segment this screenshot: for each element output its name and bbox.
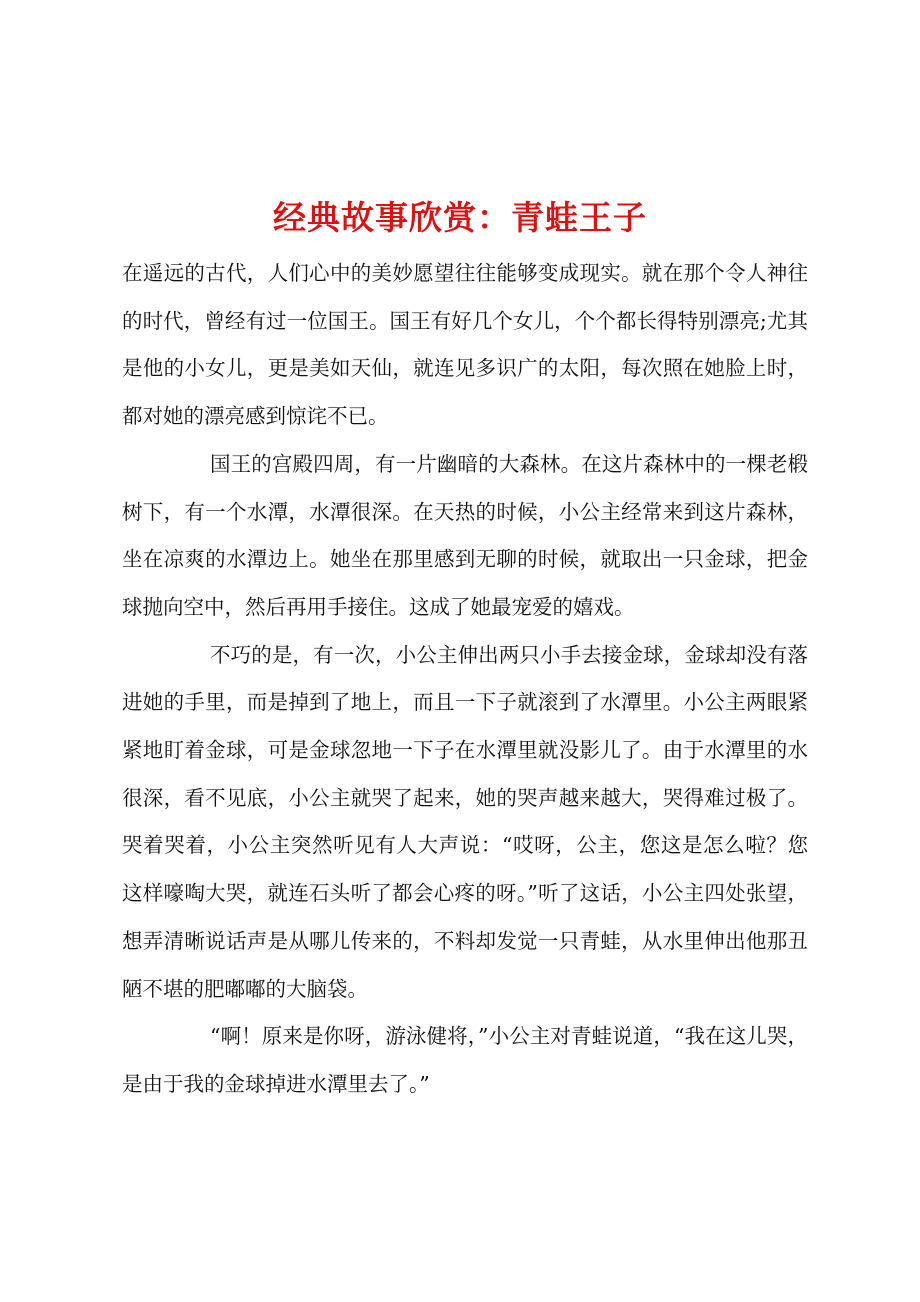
paragraph-2: 国王的宫殿四周，有一片幽暗的大森林。在这片森林中的一棵老椴树下，有一个水潭，水潭很深。在天热的时候，小公主经常来到这片森林，坐在凉爽的水潭边上。她坐在那里感到无聊的时候，就取出一只金球，把金球抛向空中，然后再用手接住。这成了她最宠爱的嬉戏。: [122, 451, 808, 619]
paragraph-4: “啊！原来是你呀，游泳健将，”小公主对青蛙说道，“我在这儿哭，是由于我的金球掉进水潭里去了。”: [122, 1024, 808, 1096]
document-title: 经典故事欣赏：青蛙王子: [273, 198, 647, 237]
document-body: [122, 250, 808, 1109]
paragraph-3: 不巧的是，有一次，小公主伸出两只小手去接金球，金球却没有落进她的手里，而是掉到了地上，而且一下子就滚到了水潭里。小公主两眼紧紧地盯着金球，可是金球忽地一下子在水潭里就没影儿了。由于水潭里的水很深，看不见底，小公主就哭了起来，她的哭声越来越大，哭得难过极了。哭着哭着，小公主突然听见有人大声说：“哎呀，公主，您这是怎么啦？您这样嚎啕大哭，就连石头听了都会心疼的呀。”听了这话，小公主四处张望，想弄清晰说话声是从哪儿传来的，不料却发觉一只青蛙，从水里伸出他那丑陋不堪的肥嘟嘟的大脑袋。: [122, 642, 808, 1001]
paragraph-1: 在遥远的古代，人们心中的美妙愿望往往能够变成现实。就在那个令人神往的时代，曾经有过一位国王。国王有好几个女儿，个个都长得特别漂亮;尤其是他的小女儿，更是美如天仙，就连见多识广的太阳，每次照在她脸上时，都对她的漂亮感到惊诧不已。: [122, 261, 808, 429]
